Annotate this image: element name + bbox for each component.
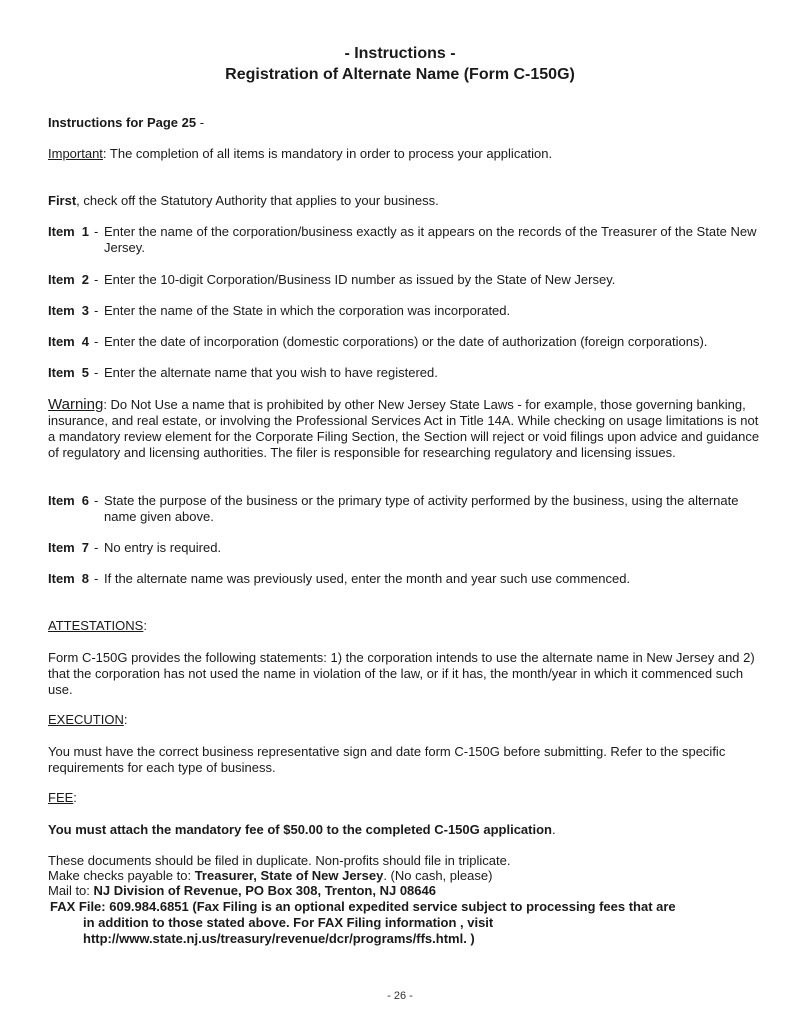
item-number: 4 [81,334,89,349]
item-number: 6 [81,493,89,508]
page-heading-suffix: - [196,115,205,130]
important-label: Important [48,146,103,161]
item-7: Item 7 - No entry is required. [48,540,760,556]
warning-text: : Do Not Use a name that is prohibited by other New Jersey State Laws - for example, those governing banking, insurance, and real estate, or involving the Professional Services Act in Title 14A. While checking on usage limitations is not a mandatory review element for the Corporate Filing Section, the Section will reject or void filings upon advice and guidance of regulatory and licensing authorities. The filer is responsible for researching regulatory and licensing issues. [48,397,760,460]
important-text: : The completion of all items is mandatory in order to process your application. [102,146,553,161]
execution-heading: EXECUTION: [48,712,128,727]
item-label: Item 7 [48,540,89,555]
page-title-line1: - Instructions - [344,45,456,62]
item-4: Item 4 - Enter the date of incorporation (domestic corporations) or the date of authorization (foreign corporations). [48,334,760,350]
important-note [48,146,760,162]
item-number: 8 [81,571,89,586]
item-text: If the alternate name was previously used, enter the month and year such use commenced. [104,571,631,586]
item-number: 1 [81,224,89,239]
item-label: Item 3 [48,303,89,318]
item-6: Item 6 - State the purpose of the business or the primary type of activity performed by the business, using the alternate name given above. [48,493,760,525]
item-text: Enter the date of incorporation (domestic corporations) or the date of authorization (foreign corporations). [104,334,708,349]
fee-mail: Mail to: NJ Division of Revenue, PO Box 308, Trenton, NJ 08646 [48,883,436,898]
item-2: Item 2 - Enter the 10-digit Corporation/Business ID number as issued by the State of New Jersey. [48,272,760,288]
fee-checks: Make checks payable to: Treasurer, State of New Jersey. (No cash, please) [48,868,493,883]
fee-duplicate: These documents should be filed in duplicate. Non-profits should file in triplicate. [48,853,511,868]
item-label: Item 2 [48,272,89,287]
item-text: Enter the name of the State in which the corporation was incorporated. [104,303,511,318]
attestations-text: Form C-150G provides the following statements: 1) the corporation intends to use the alternate name in New Jersey and 2) that the corporation has not used the name in violation of the law, or if it has, the month/year in which it commenced such use. [48,650,755,697]
item-label: Item 4 [48,334,89,349]
first-instruction [48,193,760,209]
item-number: 7 [81,540,89,555]
page-heading-label: Instructions for Page 25 [48,115,197,130]
item-number: 2 [81,272,89,287]
fax-line1: FAX File: 609.984.6851 (Fax Filing is an optional expedited service subject to processing fees that are [50,899,676,914]
fax-url[interactable]: http://www.state.nj.us/treasury/revenue/dcr/programs/ffs.html. ) [83,931,475,946]
first-text: , check off the Statutory Authority that applies to your business. [76,193,439,208]
item-8: Item 8 - If the alternate name was previously used, enter the month and year such use commenced. [48,571,760,587]
item-label: Item 1 [48,224,89,239]
item-text: Enter the 10-digit Corporation/Business ID number as issued by the State of New Jersey. [104,272,616,287]
page-heading [48,115,760,131]
fee-heading: FEE: [48,790,77,805]
item-label: Item 6 [48,493,89,508]
item-text: State the purpose of the business or the primary type of activity performed by the business, using the alternate name given above. [104,493,739,524]
item-number: 3 [81,303,89,318]
execution-text: You must have the correct business representative sign and date form C-150G before submitting. Refer to the specific requirements for each type of business. [48,744,726,775]
fee-mandatory: You must attach the mandatory fee of $50.00 to the completed C-150G application. [48,822,556,837]
item-3: Item 3 - Enter the name of the State in which the corporation was incorporated. [48,303,760,319]
warning-label: Warning [48,396,104,413]
fax-filing [50,899,750,947]
checks-payee: Treasurer, State of New Jersey [194,868,384,883]
item-number: 5 [81,365,89,380]
item-5: Item 5 - Enter the alternate name that you wish to have registered. [48,365,760,381]
item-label: Item 8 [48,571,89,586]
attestations-heading: ATTESTATIONS: [48,618,147,633]
mail-address: NJ Division of Revenue, PO Box 308, Trenton, NJ 08646 [93,883,436,898]
item-text: Enter the alternate name that you wish to have registered. [104,365,438,380]
fax-line2: in addition to those stated above. For FAX Filing information , visit [83,915,494,930]
warning-paragraph [48,397,760,461]
item-1: Item 1 - Enter the name of the corporation/business exactly as it appears on the records of the Treasurer of the State New Jersey. [48,224,760,256]
page-title-line2: Registration of Alternate Name (Form C-150G) [225,66,575,83]
item-text: Enter the name of the corporation/business exactly as it appears on the records of the Treasurer of the State New Jersey. [104,224,757,255]
item-label: Item 5 [48,365,89,380]
first-label: First [48,193,77,208]
item-text: No entry is required. [104,540,222,555]
page-number: - 26 - [387,990,413,1002]
